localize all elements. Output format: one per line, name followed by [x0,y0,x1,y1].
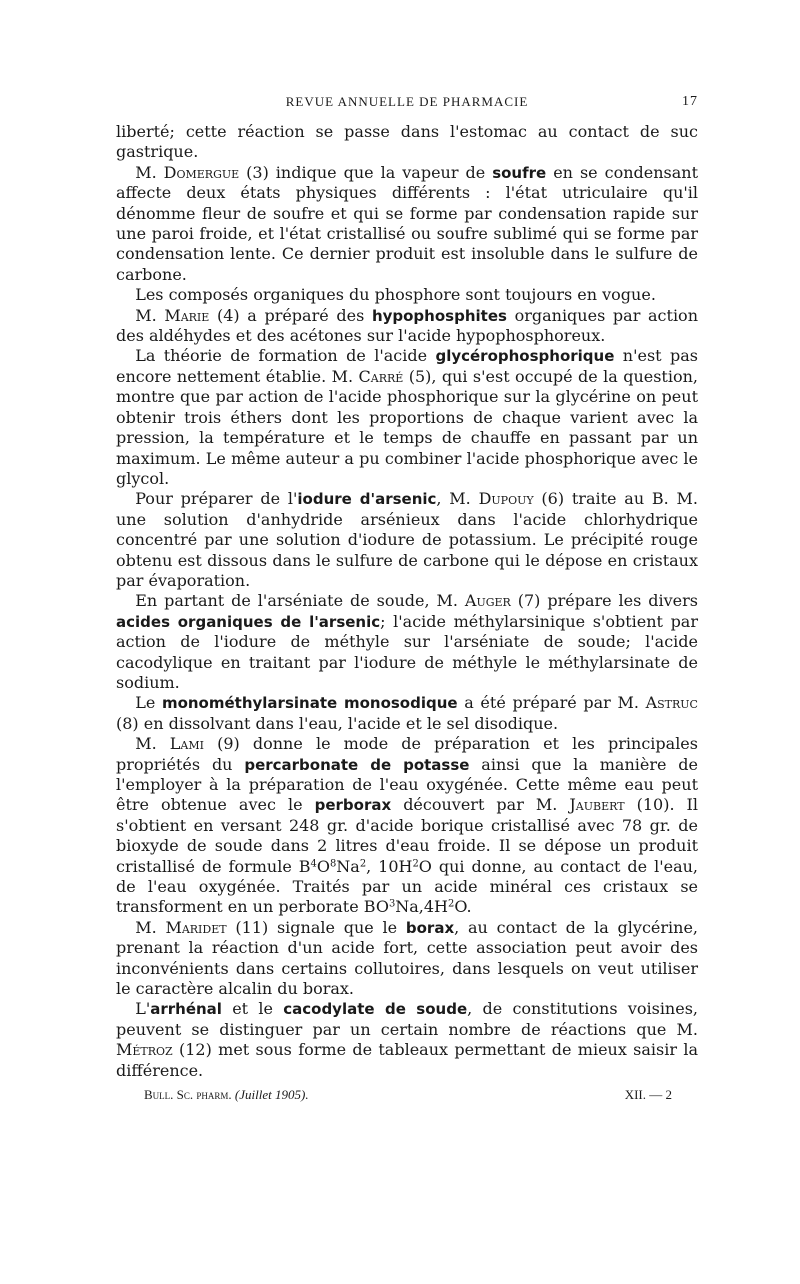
paragraph-p11 [116,999,698,1081]
text-run: (12) met sous forme de tableaux permettant de mieux saisir la différence. [116,1040,698,1080]
text-run: En partant de l'arséniate de soude, M. [135,591,465,611]
text-run: , M. [436,489,479,509]
text-run: (8) en dissolvant dans l'eau, l'acide et le sel disodique. [116,713,559,733]
paragraph-p10 [116,918,698,1000]
issue-date: (Juillet 1905). [234,1087,309,1103]
key-term: glycérophosphorique [435,347,615,366]
running-header [116,92,698,114]
key-term: acides organiques de l'arsenic [116,612,381,631]
text-run: (9) donne le mode de préparation et les principales propriétés du [116,734,698,774]
page [116,92,698,1107]
text-run: (3) indique que la vapeur de [239,162,493,182]
text-run: M. [135,734,170,754]
running-title: REVUE ANNUELLE DE PHARMACIE [285,94,529,109]
page-footer [116,1087,698,1107]
key-term: soufre [492,163,547,182]
author-name: Astruc [645,693,698,713]
key-term: cacodylate de soude [283,1000,468,1019]
author-name: Lami [169,734,204,754]
author-name: Métroz [116,1040,173,1060]
text-run: n'est pas encore nettement établie. M. [116,346,698,386]
author-name: Jaubert [569,795,625,815]
key-term: monométhylarsinate monosodique [161,694,458,713]
text-run: O qui donne, au contact de l'eau, de l'eau oxygénée. Traités par un acide minéral ces cristaux se transforment en un perborate BO [116,856,698,917]
text-run: organiques par action des aldéhydes et des acétones sur l'acide hypophosphoreux. [116,305,698,346]
text-run: , de constitutions voisines, peuvent se distinguer par un certain nombre de réactions que M. [116,999,699,1039]
author-name: Marie [164,305,210,325]
key-term: iodure d'arsenic [297,490,437,509]
paragraph-p8 [116,693,698,734]
text-run: , au contact de la glycérine, prenant la réaction d'un acide fort, cette association peut avoir des inconvénients dans certains collutoires, dans lesquels on veut utiliser le caractère alcalin du borax. [116,917,699,999]
text-run: ainsi que la manière de l'employer à la préparation de l'eau oxygénée. Cette même eau peut être obtenue avec le [116,754,698,815]
text-run: Na,4H [395,897,449,917]
text-run: liberté; cette réaction se passe dans l'estomac au contact de suc gastrique. [116,122,698,162]
text-run: L' [135,999,151,1019]
text-run: découvert par M. [391,795,570,815]
subscript-index: 2 [359,858,367,870]
author-name: Carré [358,366,404,386]
text-run: Les composés organiques du phosphore sont toujours en vogue. [135,285,656,305]
paragraph-p1 [116,122,698,163]
subscript-index: 3 [388,898,396,910]
subscript-index: 4 [310,858,317,870]
text-run: et le [221,999,284,1019]
text-run: M. [135,305,165,325]
key-term: arrhénal [150,1000,222,1019]
text-run: (4) a préparé des [209,305,372,325]
text-run: O. [454,897,472,917]
author-name: Auger [464,591,511,611]
text-run: (7) prépare les divers [510,591,698,611]
author-name: Domergue [163,162,240,182]
text-run: O [316,856,330,876]
text-run: (11) signale que le [226,917,406,937]
text-run: La théorie de formation de l'acide [135,346,436,366]
paragraph-p3 [116,285,698,305]
text-run: Pour préparer de l' [135,489,298,509]
text-run: (5), qui s'est occupé de la question, montre que par action de l'acide phosphorique sur la glycérine on peut obtenir trois éthers dont les proportions de chaque varient avec la pression, la température et le temps de chauffe en passant par un maximum. Le même auteur a pu combiner l'acide phosphorique avec le glycol. [116,366,698,488]
paragraph-p4 [116,306,698,347]
text-run: M. [135,162,164,182]
text-run: , 10H [366,856,413,876]
paragraph-p2 [116,163,698,285]
text-run: (10). Il s'obtient en versant 248 gr. d'acide borique cristallisé avec 78 gr. de bioxyde de soude dans 2 litres d'eau froide. Il se dépose un produit cristallisé de formule B [116,795,698,876]
footer-journal [144,1087,309,1103]
author-name: Maridet [165,917,227,937]
sheet-signature: XII. — 2 [624,1087,672,1103]
paragraph-p6 [116,489,698,591]
key-term: borax [405,918,455,937]
text-run: ; l'acide méthylarsinique s'obtient par action de l'iodure de méthyle sur l'arséniate de soude; l'acide cacodylique en traitant par l'iodure de méthyle le méthylarsinate de sodium. [116,611,698,692]
paragraph-p7 [116,591,698,693]
text-run: en se condensant affecte deux états physiques différents : l'état utriculaire qu'il dénomme fleur de soufre et qui se forme par condensation rapide sur une paroi froide, et l'état cristallisé ou soufre sublimé qui se forme par condensation lente. Ce dernier produit est insoluble dans le sulfure de carbone. [116,162,699,284]
paragraph-p9 [116,734,698,918]
key-term: perborax [314,796,392,815]
key-term: percarbonate de potasse [244,755,470,774]
author-name: Dupouy [478,489,534,509]
text-run: Le [135,693,162,713]
journal-abbrev: Bull. Sc. pharm. [144,1087,232,1103]
paragraph-p5 [116,346,698,489]
subscript-index: 8 [329,858,337,870]
text-run: a été préparé par M. [457,693,646,713]
text-run: (6) traite au B. M. une solution d'anhydride arsénieux dans l'acide chlorhydrique concentré par une solution d'iodure de potassium. Le précipité rouge obtenu est dissous dans le sulfure de carbone qui le dépose en cristaux par évaporation. [116,489,699,590]
subscript-index: 2 [448,898,455,910]
text-run: M. [135,917,166,937]
article-body [116,122,698,1081]
text-run: Na [336,856,360,876]
page-number: 17 [682,94,698,109]
key-term: hypophosphites [371,306,507,325]
subscript-index: 2 [412,858,419,870]
